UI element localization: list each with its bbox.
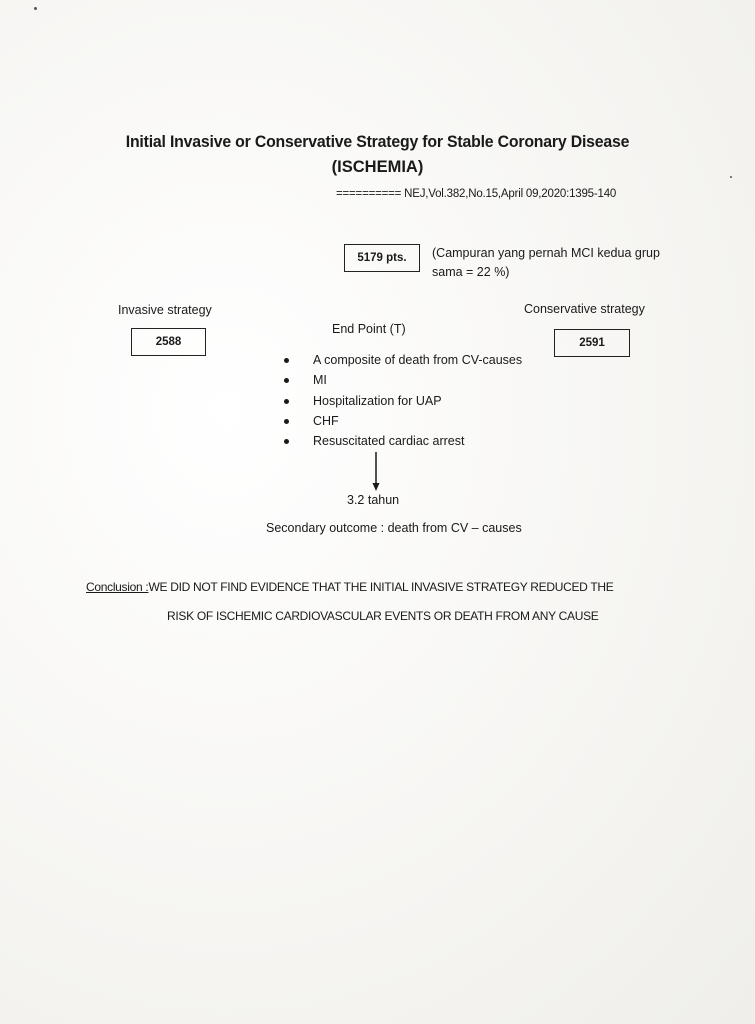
end-point-list [284, 350, 522, 451]
total-patients-box: 5179 pts. [344, 244, 420, 272]
total-patients-note: (Campuran yang pernah MCI kedua grup sama = 22 %) [432, 246, 660, 279]
end-point-item: Resuscitated cardiac arrest [284, 431, 522, 451]
end-point-item: Hospitalization for UAP [284, 391, 522, 411]
invasive-count-box: 2588 [131, 328, 206, 356]
conclusion-line-1 [86, 580, 613, 594]
document-subtitle: (ISCHEMIA) [331, 158, 424, 176]
end-point-item: MI [284, 370, 522, 390]
conclusion-line-2: RISK OF ISCHEMIC CARDIOVASCULAR EVENTS OR DEATH FROM ANY CAUSE [167, 609, 599, 623]
bullet-icon [284, 358, 289, 363]
document-title: Initial Invasive or Conservative Strategy for Stable Coronary Disease [125, 133, 630, 151]
bullet-icon [284, 378, 289, 383]
bullet-icon [284, 419, 289, 424]
invasive-strategy-label: Invasive strategy [118, 303, 212, 317]
bullet-icon [284, 439, 289, 444]
conclusion-label: Conclusion : [86, 580, 149, 594]
conclusion-text-1: WE DID NOT FIND EVIDENCE THAT THE INITIAL INVASIVE STRATEGY REDUCED THE [148, 580, 614, 594]
journal-reference: ========== NEJ,Vol.382,No.15,April 09,2020:1395-140 [336, 188, 617, 200]
end-point-item: CHF [284, 411, 522, 431]
conservative-strategy-label: Conservative strategy [524, 302, 645, 316]
secondary-outcome: Secondary outcome : death from CV – causes [266, 521, 522, 535]
bullet-icon [284, 399, 289, 404]
paper-speck [34, 7, 37, 10]
end-point-item: A composite of death from CV-causes [284, 350, 522, 370]
end-point-title: End Point (T) [332, 322, 406, 336]
conservative-count-box: 2591 [554, 329, 630, 357]
arrow-down-icon [371, 452, 381, 492]
follow-up-duration: 3.2 tahun [347, 493, 400, 507]
